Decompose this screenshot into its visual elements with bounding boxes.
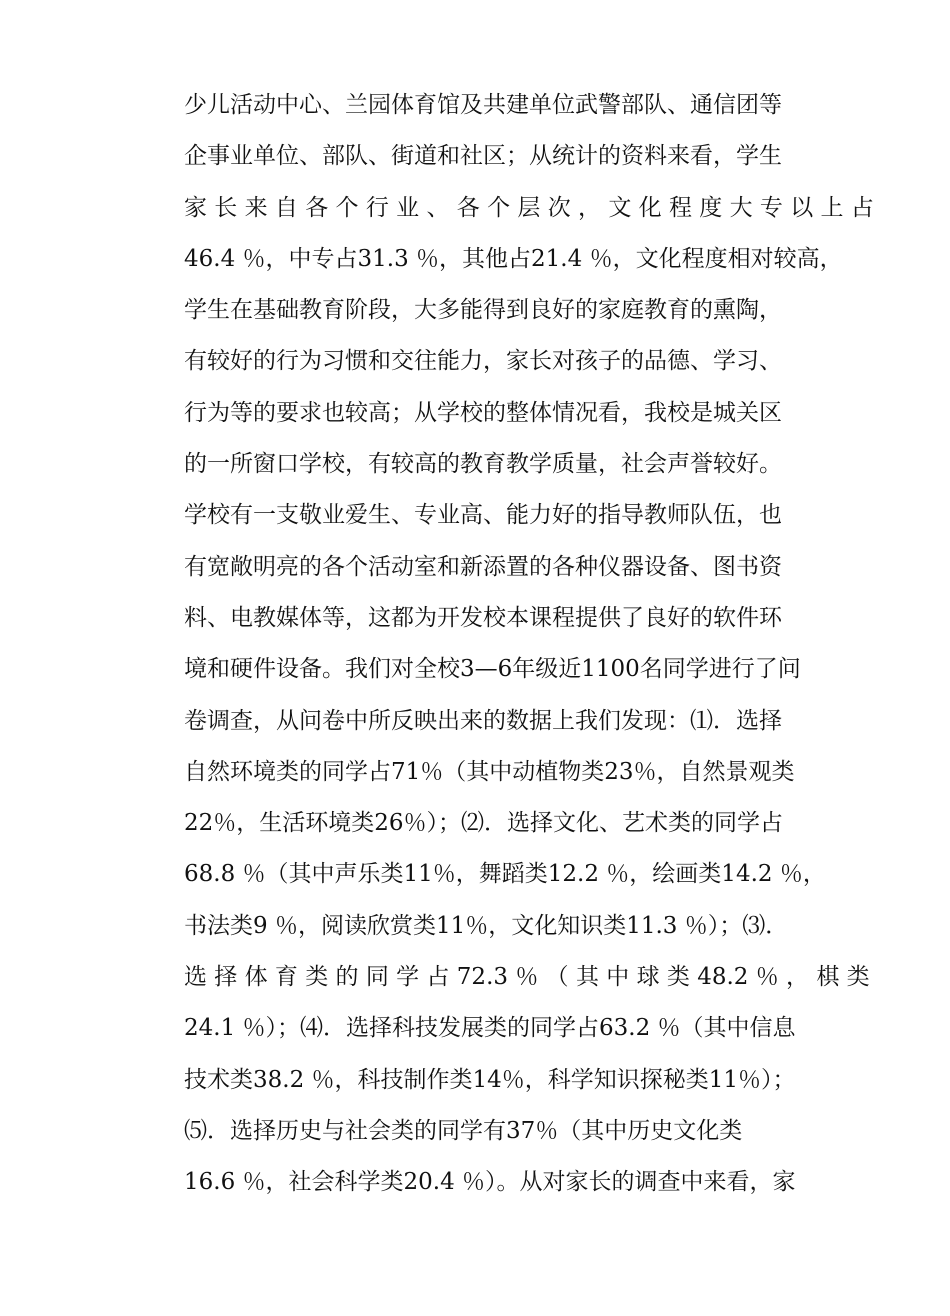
text-line: 的一所窗口学校，有较高的教育教学质量，社会声誉较好。	[184, 451, 782, 478]
text-line: ⑸．选择历史与社会类的同学有37％（其中历史文化类	[184, 1117, 743, 1144]
text-line: 技术类38.2 ％，科技制作类14％，科学知识探秘类11％）；	[184, 1066, 796, 1093]
text-line: 22％，生活环境类26％）；⑵．选择文化、艺术类的同学占	[184, 810, 784, 837]
text-line: 行为等的要求也较高；从学校的整体情况看，我校是城关区	[184, 399, 782, 426]
text-line: 24.1 ％）；⑷．选择科技发展类的同学占63.2 ％（其中信息	[184, 1015, 796, 1042]
text-line: 68.8 ％（其中声乐类11％，舞蹈类12.2 ％，绘画类14.2 ％，	[184, 861, 826, 888]
text-line: 料、电教媒体等，这都为开发校本课程提供了良好的软件环	[184, 604, 782, 631]
text-line: 家 长 来 自 各 个 行 业 、 各 个 层 次 ， 文 化 程 度 大 专 以 上 占	[184, 194, 874, 221]
text-line: 选 择 体 育 类 的 同 学 占 72.3 ％ （ 其 中 球 类 48.2 ％ ， 棋 类	[184, 964, 870, 991]
text-line: 企事业单位、部队、街道和社区；从统计的资料来看，学生	[184, 143, 782, 170]
text-line: 有较好的行为习惯和交往能力，家长对孩子的品德、学习、	[184, 348, 782, 375]
text-line: 书法类9 ％，阅读欣赏类11％，文化知识类11.3 ％）；⑶．	[184, 912, 789, 939]
text-line: 有宽敞明亮的各个活动室和新添置的各种仪器设备、图书资	[184, 553, 782, 580]
text-line: 自然环境类的同学占71％（其中动植物类23％，自然景观类	[184, 758, 795, 785]
text-line: 16.6 ％，社会科学类20.4 ％）。从对家长的调查中来看，家	[184, 1169, 796, 1196]
text-line: 学校有一支敬业爱生、专业高、能力好的指导教师队伍，也	[184, 502, 782, 529]
text-line: 少儿活动中心、兰园体育馆及共建单位武警部队、通信团等	[184, 92, 782, 118]
body-text	[184, 80, 874, 1209]
text-line: 卷调查，从问卷中所反映出来的数据上我们发现：⑴．选择	[184, 707, 782, 734]
text-line: 境和硬件设备。我们对全校3—6年级近1100名同学进行了问	[184, 656, 801, 683]
text-line: 46.4 ％，中专占31.3 ％，其他占21.4 ％，文化程度相对较高，	[184, 245, 843, 272]
text-line: 学生在基础教育阶段，大多能得到良好的家庭教育的熏陶，	[184, 297, 782, 324]
